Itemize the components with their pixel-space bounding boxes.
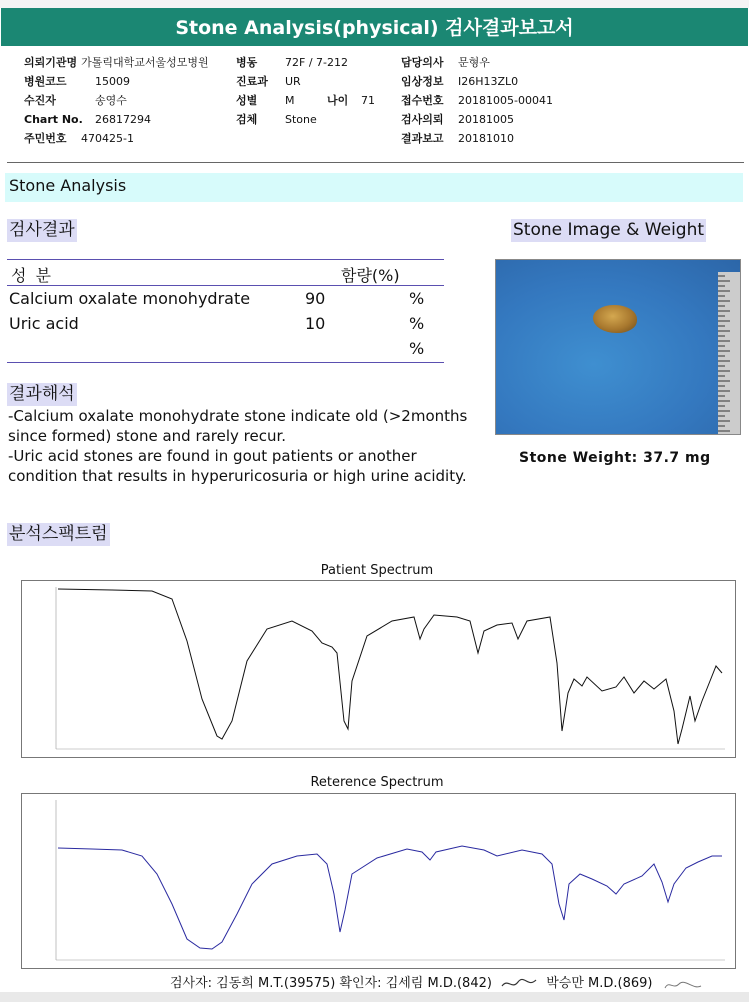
header-divider — [7, 162, 744, 163]
patient-spectrum-title: Patient Spectrum — [320, 563, 434, 578]
top-bar — [0, 0, 749, 8]
label-patient: 수진자 — [24, 94, 56, 107]
table-header-rule — [7, 285, 444, 286]
label-department: 진료과 — [236, 75, 268, 88]
label-sex: 성별 — [236, 94, 258, 107]
reference-spectrum-chart — [21, 793, 736, 969]
value-resident-no: 470425-1 — [81, 132, 134, 145]
label-hospital-code: 병원코드 — [24, 75, 67, 88]
footer-signatures — [170, 972, 703, 992]
col-header-content: 함량(%) — [341, 266, 400, 285]
row-1-name: Calcium oxalate monohydrate — [9, 289, 251, 308]
row-2-unit: % — [409, 314, 425, 333]
header-col1 — [24, 56, 209, 151]
ruler-ticks — [718, 272, 740, 434]
row-1-value: 90 — [305, 289, 326, 308]
interpretation-line-1: -Calcium oxalate monohydrate stone indicate old (>2months since formed) stone and rarely recur. — [8, 407, 468, 445]
value-institution: 가톨릭대학교서울성모병원 — [81, 56, 209, 69]
signature-mark — [500, 976, 538, 992]
section-band — [5, 173, 743, 202]
label-accession-no: 접수번호 — [401, 94, 444, 107]
row-3-unit: % — [409, 339, 425, 358]
patient-spectrum-svg — [22, 581, 735, 757]
value-accession-no: 20181005-00041 — [458, 94, 553, 107]
value-hospital-code: 15009 — [95, 75, 130, 88]
header-col2 — [236, 56, 375, 132]
ruler-scale — [718, 272, 740, 434]
stone-weight: Stone Weight: 37.7 mg — [519, 450, 711, 466]
value-doctor: 문형우 — [458, 56, 490, 69]
label-age: 나이 — [327, 94, 349, 107]
row-1-unit: % — [409, 289, 425, 308]
stone-photo — [495, 259, 741, 435]
label-clinical-info: 임상정보 — [401, 75, 444, 88]
footer-bar — [0, 992, 749, 1002]
label-chart-no: Chart No. — [24, 113, 83, 126]
signature-mark-2 — [663, 976, 703, 992]
value-age: 71 — [361, 94, 375, 107]
footer-examiners: 검사자: 김동희 M.T.(39575) 확인자: 김세림 M.D.(842) — [170, 976, 492, 991]
value-specimen: Stone — [285, 113, 317, 126]
reference-spectrum-svg — [22, 794, 735, 968]
label-report-date: 결과보고 — [401, 132, 444, 145]
reference-spectrum-title: Reterence Spectrum — [310, 775, 444, 790]
value-clinical-info: I26H13ZL0 — [458, 75, 519, 88]
patient-spectrum-line — [58, 589, 722, 744]
label-resident-no: 주민번호 — [24, 132, 67, 145]
value-ward: 72F / 7-212 — [285, 56, 348, 69]
interpretation-heading: 결과해석 — [9, 384, 75, 404]
stone-specimen — [593, 305, 637, 333]
row-2-value: 10 — [305, 314, 326, 333]
spectrum-heading: 분석스팩트럼 — [9, 524, 108, 544]
patient-spectrum-chart — [21, 580, 736, 758]
interpretation-line-2: -Uric acid stones are found in gout patients or another condition that results in hyperuricosuria or high urine acidity. — [8, 447, 467, 485]
value-report-date: 20181010 — [458, 132, 514, 145]
report-title: Stone Analysis(physical) 검사결과보고서 — [1, 8, 748, 46]
value-department: UR — [285, 75, 301, 88]
interpretation-text — [8, 406, 486, 486]
label-institution: 의뢰기관명 — [24, 56, 78, 69]
col-header-component: 성 분 — [11, 266, 53, 285]
results-heading: 검사결과 — [9, 220, 75, 240]
value-patient: 송영수 — [95, 94, 127, 107]
label-doctor: 담당의사 — [401, 56, 444, 69]
label-ward: 병동 — [236, 56, 258, 69]
value-sex: M — [285, 94, 295, 107]
table-top-rule — [7, 259, 444, 260]
row-2-name: Uric acid — [9, 314, 79, 333]
header-col3 — [401, 56, 553, 151]
value-chart-no: 26817294 — [95, 113, 151, 126]
reference-spectrum-line — [58, 846, 722, 949]
value-request-date: 20181005 — [458, 113, 514, 126]
table-bottom-rule — [7, 362, 444, 363]
label-request-date: 검사의뢰 — [401, 113, 444, 126]
label-specimen: 검체 — [236, 113, 258, 126]
section-title: Stone Analysis — [9, 176, 127, 195]
footer-examiner-2: 박승만 M.D.(869) — [546, 976, 653, 991]
stone-heading: Stone Image & Weight — [513, 220, 705, 240]
